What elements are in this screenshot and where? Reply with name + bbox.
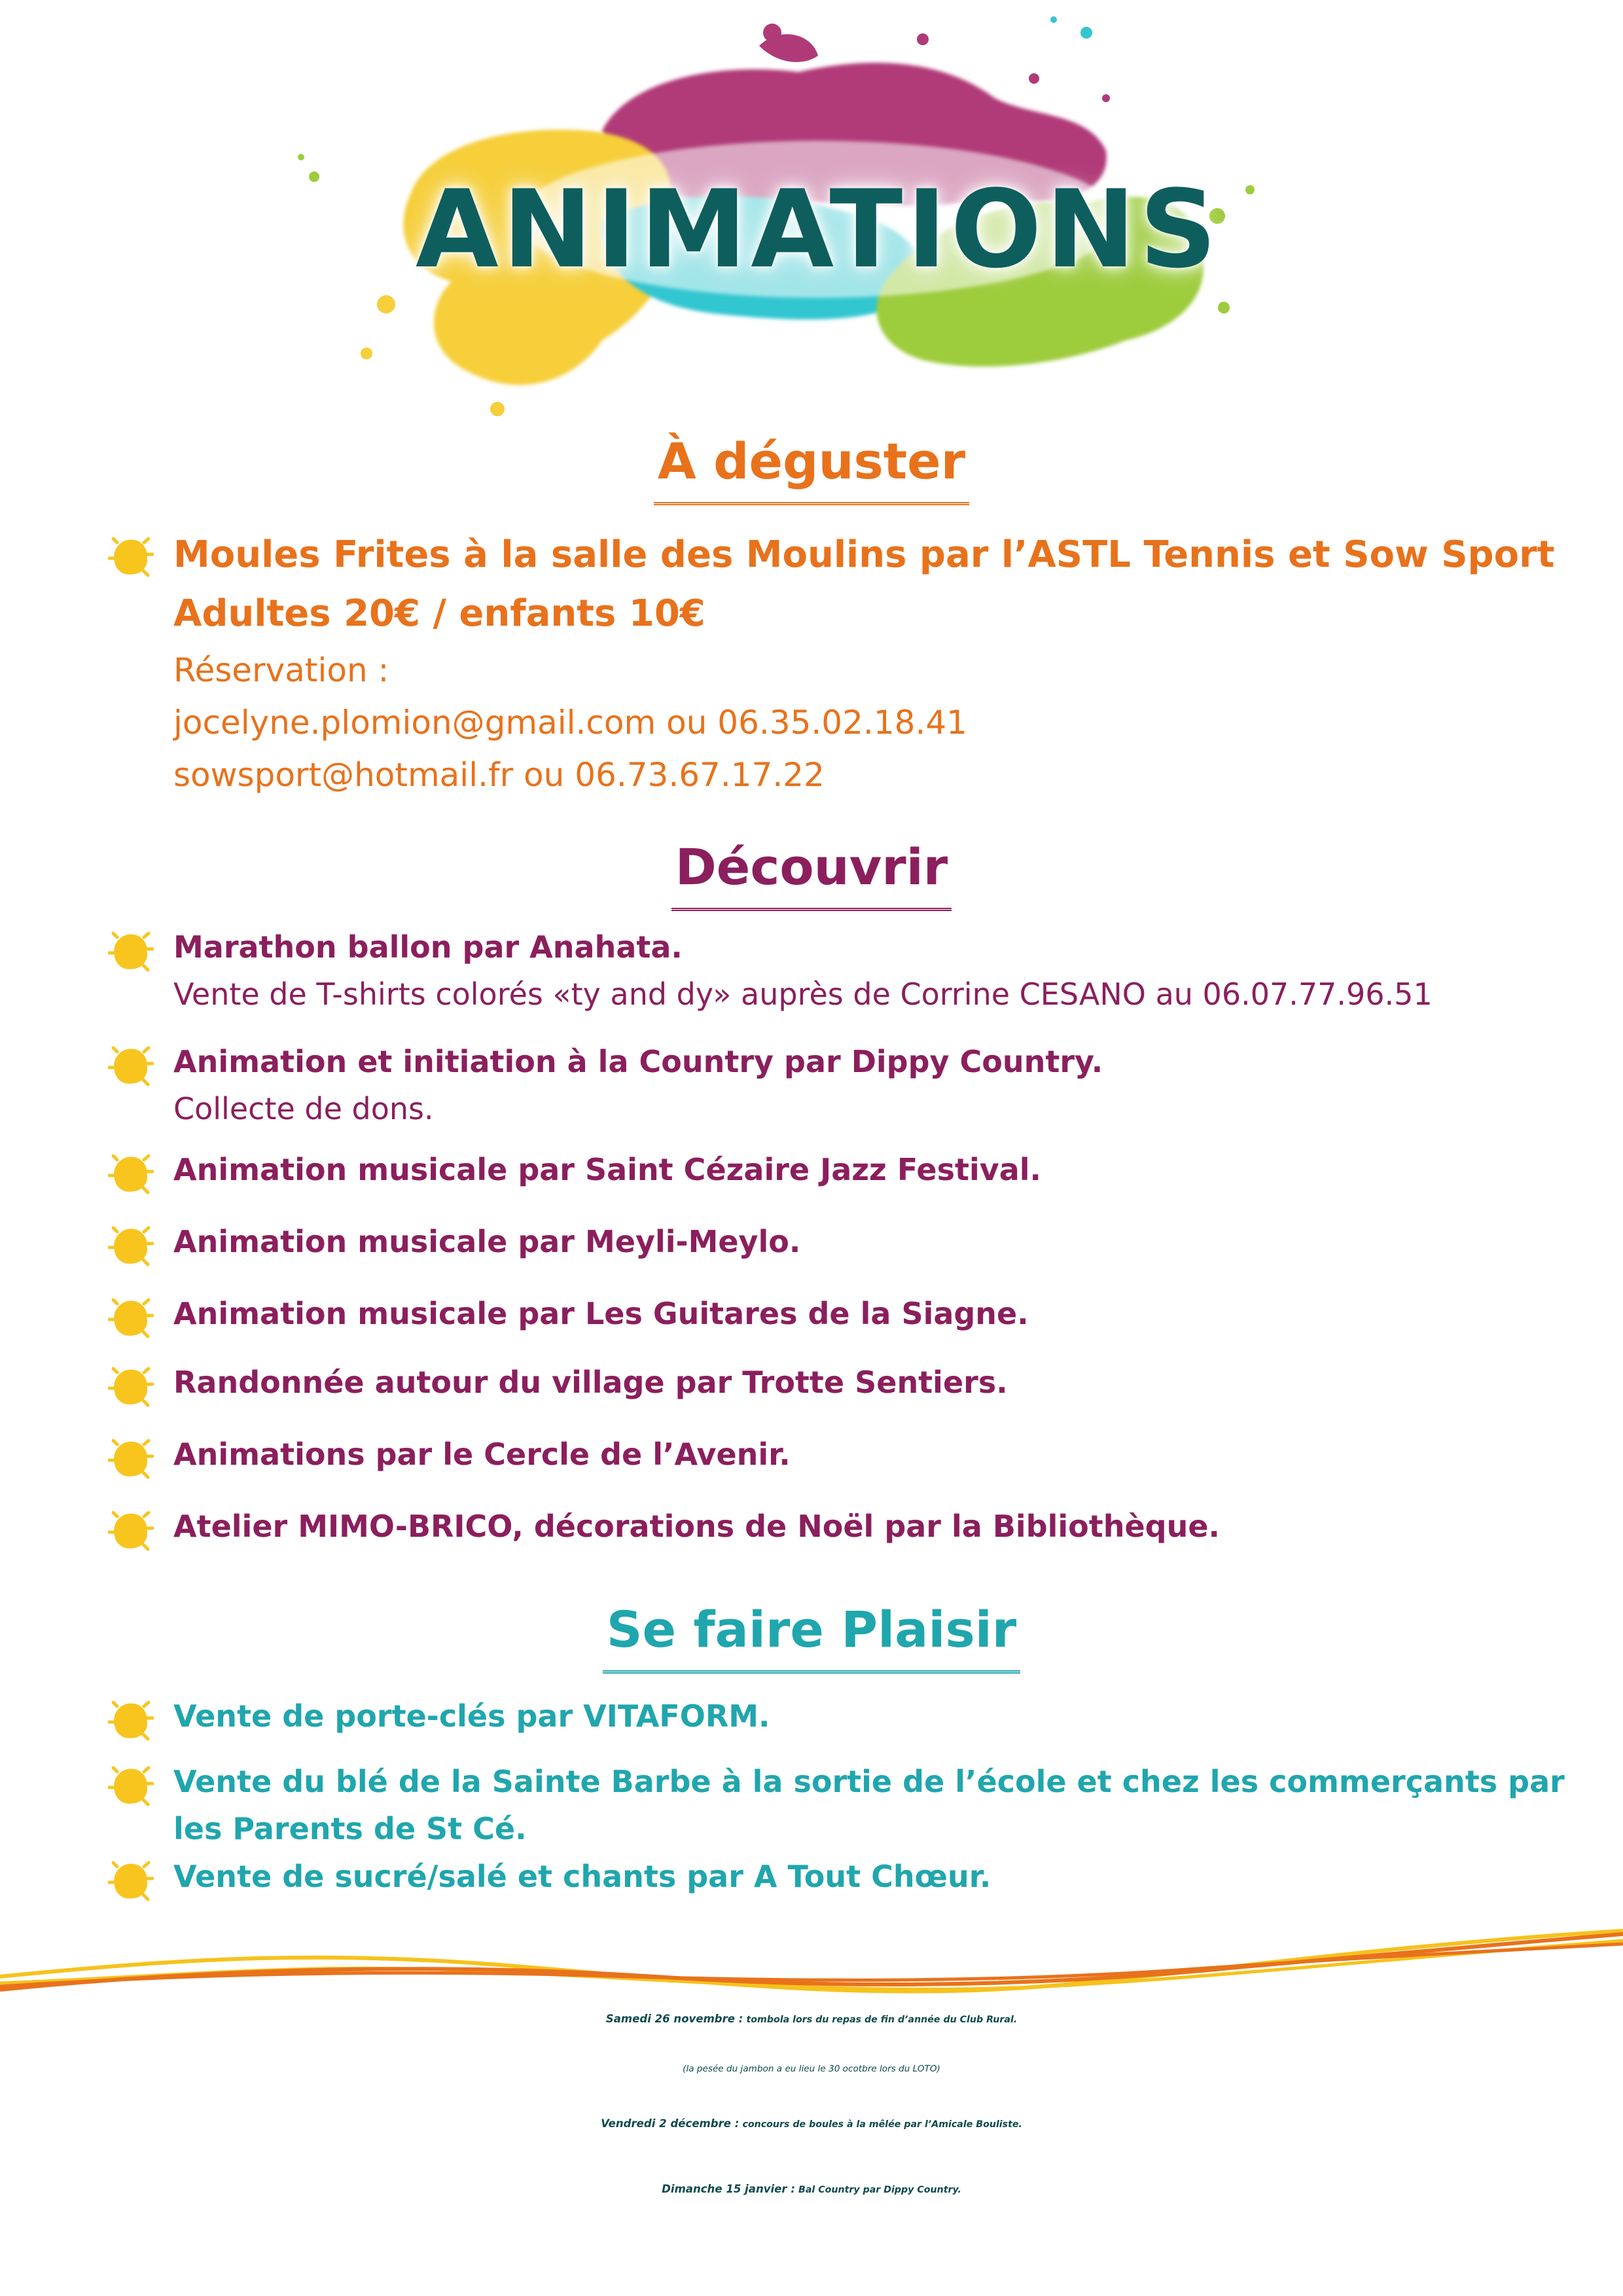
item-text: Animation musicale par Les Guitares de la Siagne. (173, 1296, 1029, 1331)
reservation-label: Réservation : (173, 651, 389, 689)
paint-splash-bullet-icon (108, 1224, 154, 1270)
item-text: Animation musicale par Meyli-Meylo. (173, 1224, 801, 1259)
item-subtext: Collecte de dons. (173, 1091, 434, 1126)
item-text: Marathon ballon par Anahata. (173, 929, 683, 965)
paint-splash-bullet-icon (108, 1296, 154, 1342)
paint-splash-bullet-icon (108, 929, 154, 975)
item-text: Animation musicale par Saint Cézaire Jazz Festival. (173, 1152, 1042, 1187)
section-title-decouvrir: Découvrir (0, 838, 1623, 911)
event-line (0, 2013, 1623, 2025)
event-text: tombola lors du repas de fin d’année du Club Rural. (746, 2015, 1018, 2025)
price-text: Adultes 20€ / enfants 10€ (173, 592, 705, 635)
page-title: ANIMATIONS (415, 167, 1221, 292)
paint-splash-bullet-icon (108, 1152, 154, 1198)
paint-splash-bullet-icon (108, 1044, 154, 1090)
paint-splash-bullet-icon (108, 1698, 154, 1744)
section-title-plaisir: Se faire Plaisir (0, 1600, 1623, 1674)
item-text: Vente de sucré/salé et chants par A Tout Chœur. (173, 1859, 991, 1894)
item-text: Vente de porte-clés par VITAFORM. (173, 1698, 770, 1734)
paint-splash-bullet-icon (108, 1437, 154, 1482)
event-text: Bal Country par Dippy Country. (798, 2185, 961, 2195)
item-subtext: les Parents de St Cé. (173, 1811, 527, 1846)
item-text: Animations par le Cercle de l’Avenir. (173, 1437, 791, 1472)
event-line (0, 2117, 1623, 2130)
contact-line: jocelyne.plomion@gmail.com ou 06.35.02.18.41 (173, 704, 967, 742)
item-text: Randonnée autour du village par Trotte Sentiers. (173, 1365, 1008, 1400)
paint-splash-bullet-icon (108, 1365, 154, 1410)
item-subtext: Vente de T-shirts colorés «ty and dy» auprès de Corrine CESANO au 06.07.77.96.51 (173, 977, 1433, 1012)
event-date: Vendredi 2 décembre : (601, 2117, 740, 2130)
paint-splash-bullet-icon (108, 535, 154, 581)
item-text: Animation et initiation à la Country par Dippy Country. (173, 1044, 1103, 1079)
paint-splash-bullet-icon (108, 1509, 154, 1554)
paint-splash-bullet-icon (108, 1859, 154, 1905)
section-title-deguster: À déguster (0, 432, 1623, 505)
event-note: (la pesée du jambon a eu lieu le 30 ocotbre lors du LOTO) (683, 2064, 940, 2074)
item-text: Vente du blé de la Sainte Barbe à la sortie de l’école et chez les commerçants par (173, 1764, 1565, 1799)
event-line (0, 2183, 1623, 2195)
event-date: Samedi 26 novembre : (605, 2013, 743, 2025)
contact-line: sowsport@hotmail.fr ou 06.73.67.17.22 (173, 756, 825, 794)
event-date: Dimanche 15 janvier : (662, 2183, 795, 2195)
wave-divider (0, 1905, 1623, 2016)
item-text: Atelier MIMO-BRICO, décorations de Noël par la Bibliothèque. (173, 1509, 1220, 1544)
paint-splash-bullet-icon (108, 1764, 154, 1810)
title-splash (262, 0, 1374, 419)
event-text: concours de boules à la mêlée par l’Amicale Bouliste. (742, 2119, 1022, 2130)
item-text: Moules Frites à la salle des Moulins par l’ASTL Tennis et Sow Sport (173, 533, 1555, 576)
